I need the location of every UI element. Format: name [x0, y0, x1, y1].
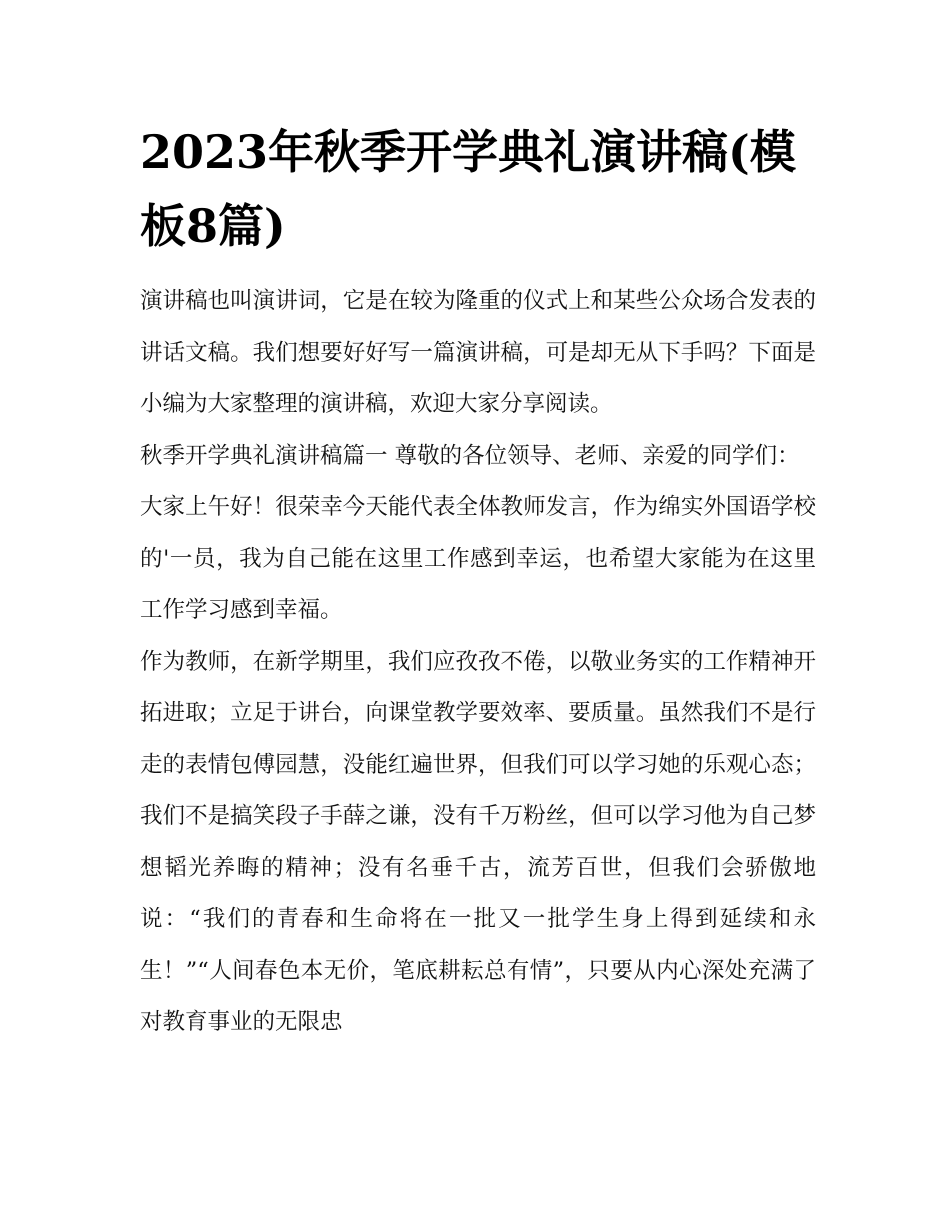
body-paragraph: 作为教师，在新学期里，我们应孜孜不倦，以敬业务实的工作精神开拓进取；立足于讲台，向课堂教学要效率、要质量。虽然我们不是行走的表情包傅园慧，没能红遍世界，但我们可以学习她的乐观心态；我们不是搞笑段子手薛之谦，没有千万粉丝，但可以学习他为自己梦想韬光养晦的精神；没有名垂千古，流芳百世，但我们会骄傲地说：“我们的青春和生命将在一批又一批学生身上得到延续和永生！”“人间春色本无价，笔底耕耘总有情”，只要从内心深处充满了对教育事业的无限忠 [140, 648, 816, 1035]
greeting-paragraph: 大家上午好！很荣幸今天能代表全体教师发言，作为绵实外国语学校的'一员，我为自己能在这里工作感到幸运，也希望大家能为在这里工作学习感到幸福。 [140, 494, 816, 623]
section-heading-paragraph: 秋季开学典礼演讲稿篇一 尊敬的各位领导、老师、亲爱的同学们： [140, 442, 800, 469]
intro-paragraph: 演讲稿也叫演讲词，它是在较为隆重的仪式上和某些公众场合发表的讲话文稿。我们想要好好写一篇演讲稿，可是却无从下手吗？下面是小编为大家整理的演讲稿，欢迎大家分享阅读。 [140, 288, 816, 417]
document-body [140, 276, 816, 1049]
document-title: 2023年秋季开学典礼演讲稿(模板8篇) [140, 125, 796, 253]
